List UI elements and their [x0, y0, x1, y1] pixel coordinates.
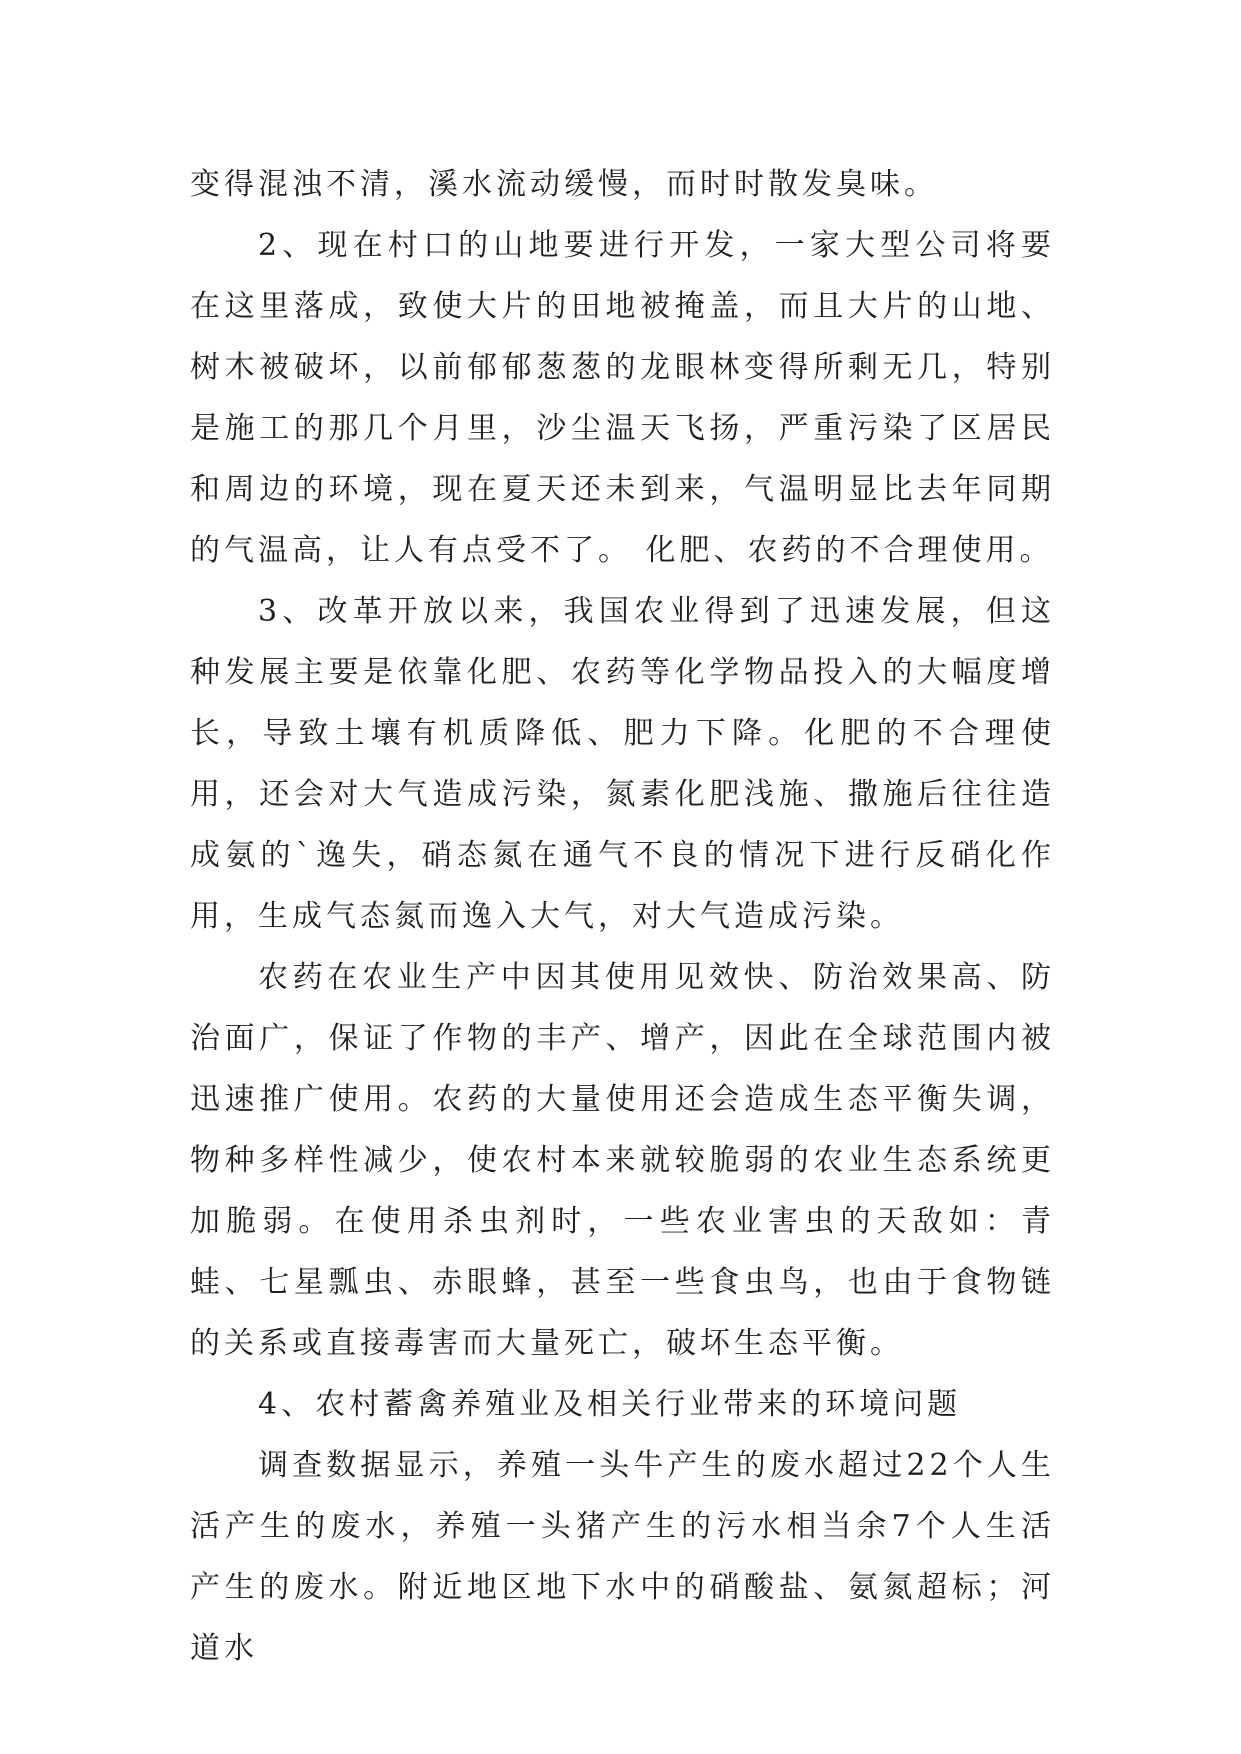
paragraph-1: 变得混浊不清，溪水流动缓慢，而时时散发臭味。 — [190, 167, 938, 202]
paragraph-6: 调查数据显示，养殖一头牛产生的废水超过22个人生活产生的废水，养殖一头猪产生的污水相当余7个人生活产生的废水。附近地区地下水中的硝酸盐、氨氮超标；河道水 — [190, 1448, 1055, 1666]
body-text — [190, 154, 1055, 1679]
paragraph-4: 农药在农业生产中因其使用见效快、防治效果高、防治面广，保证了作物的丰产、增产，因此在全球范围内被迅速推广使用。农药的大量使用还会造成生态平衡失调，物种多样性减少，使农村本来就较脆弱的农业生态系统更加脆弱。在使用杀虫剂时，一些农业害虫的天敌如：青蛙、七星瓢虫、赤眼蜂，甚至一些食虫鸟，也由于食物链的关系或直接毒害而大量死亡，破坏生态平衡。 — [190, 960, 1055, 1361]
paragraph-2: 2、现在村口的山地要进行开发，一家大型公司将要在这里落成，致使大片的田地被掩盖，而且大片的山地、树木被破坏，以前郁郁葱葱的龙眼林变得所剩无几，特别是施工的那几个月里，沙尘温天飞扬，严重污染了区居民和周边的环境，现在夏天还未到来，气温明显比去年同期的气温高，让人有点受不了。 化肥、农药的不合理使用。 — [190, 228, 1055, 568]
paragraph-3: 3、改革开放以来，我国农业得到了迅速发展，但这种发展主要是依靠化肥、农药等化学物品投入的大幅度增长，导致土壤有机质降低、肥力下降。化肥的不合理使用，还会对大气造成污染，氮素化肥浅施、撒施后往往造成氨的`逸失，硝态氮在通气不良的情况下进行反硝化作用，生成气态氮而逸入大气，对大气造成污染。 — [190, 594, 1055, 934]
paragraph-5-heading: 4、农村蓄禽养殖业及相关行业带来的环境问题 — [258, 1387, 962, 1422]
